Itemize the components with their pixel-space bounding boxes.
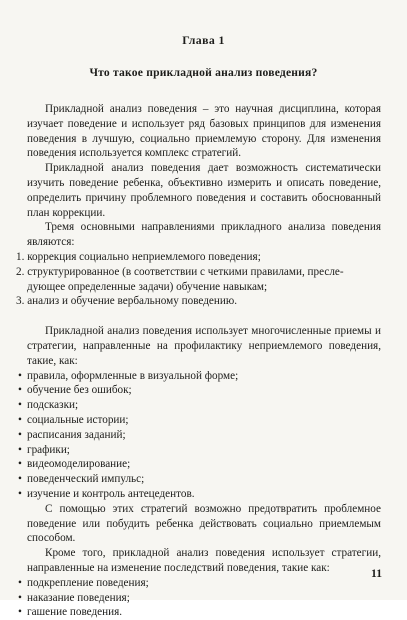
list-text: подсказки; (27, 399, 79, 412)
consequence-strategies-list (18, 576, 381, 620)
list-item (18, 605, 381, 620)
list-item (16, 265, 381, 295)
paragraph-prevention-summary: С помощью этих стратегий возможно предотвратить проблемное поведение или побудить ребенка действовать социально приемлемым способом. (27, 502, 381, 545)
list-text: графики; (27, 443, 70, 456)
bullet-icon: • (18, 487, 22, 500)
bullet-icon: • (18, 443, 22, 456)
list-item (18, 383, 381, 398)
list-item (18, 443, 381, 458)
list-text: структурированное (в соответствии с четкими правилами, преслe- (27, 265, 344, 278)
chapter-heading: Глава 1 (182, 33, 225, 47)
bullet-icon: • (18, 606, 22, 619)
list-text: социальные истории; (27, 413, 129, 426)
list-text: гашение поведения. (27, 606, 123, 619)
list-text: изучение и контроль антецедентов. (27, 487, 195, 500)
bullet-icon: • (18, 458, 22, 471)
chapter-title: Что такое прикладной анализ поведения? (89, 66, 318, 79)
bullet-icon: • (18, 369, 22, 382)
bullet-icon: • (18, 473, 22, 486)
paragraph-directions-intro: Тремя основными направлениями прикладного анализа поведения являются: (27, 221, 381, 249)
paragraph-definition: Прикладной анализ поведения – это научная дисциплина, которая изучает поведение и использует ряд базовых принципов для изменения поведения в лучшую, социально приемлемую сторону. Для изменения поведения используется комплекс стратегий. (27, 103, 381, 160)
paragraph-opportunity: Прикладной анализ поведения дает возможность систематически изучить поведение ребенка, объективно измерить и описать поведение, определить причину проблемного поведения и составить обоснованный план коррекции. (27, 162, 381, 219)
bullet-icon: • (18, 591, 22, 604)
list-number: 1. (16, 250, 25, 263)
list-item (18, 398, 381, 413)
list-number: 3. (16, 295, 25, 308)
list-item (16, 250, 381, 265)
bullet-icon: • (18, 576, 22, 589)
list-text-continued: дующее определенные задачи) обучение навыкам; (27, 280, 268, 293)
prevention-strategies-list (18, 369, 381, 502)
list-text: правила, оформленные в визуальной форме; (27, 369, 239, 382)
bullet-icon: • (18, 428, 22, 441)
bullet-icon: • (18, 399, 22, 412)
list-item (18, 369, 381, 384)
paragraph-gap (27, 309, 381, 324)
paragraph-prevention-intro: Прикладной анализ поведения использует многочисленные приемы и стратегии, направленные на профилактику неприемлемого поведения, такие, как: (27, 325, 381, 367)
bullet-icon: • (18, 413, 22, 426)
list-item (16, 294, 381, 309)
directions-list (16, 250, 381, 309)
list-text: видеомоделирование; (27, 458, 131, 471)
bullet-icon: • (18, 384, 22, 397)
list-text: коррекция социально неприемлемого поведения; (27, 250, 261, 263)
page-body (16, 102, 381, 620)
list-text: поведенческий импульс; (27, 473, 145, 486)
list-text: обучение без ошибок; (27, 384, 132, 397)
list-text: наказание поведения; (27, 591, 130, 604)
list-text: расписания заданий; (27, 428, 126, 441)
list-item (18, 487, 381, 502)
page-number: 11 (371, 567, 382, 580)
list-item (18, 413, 381, 428)
list-number: 2. (16, 265, 25, 278)
list-item (18, 576, 381, 591)
list-text: анализ и обучение вербальному поведению. (27, 295, 238, 308)
list-item (18, 472, 381, 487)
list-text: подкрепление поведения; (27, 576, 149, 589)
paragraph-consequences-intro: Кроме того, прикладной анализ поведения использует стратегии, направленные на изменение последствий поведения, такие как: (27, 547, 381, 574)
list-item (18, 457, 381, 472)
list-item (18, 428, 381, 443)
list-item (18, 591, 381, 606)
